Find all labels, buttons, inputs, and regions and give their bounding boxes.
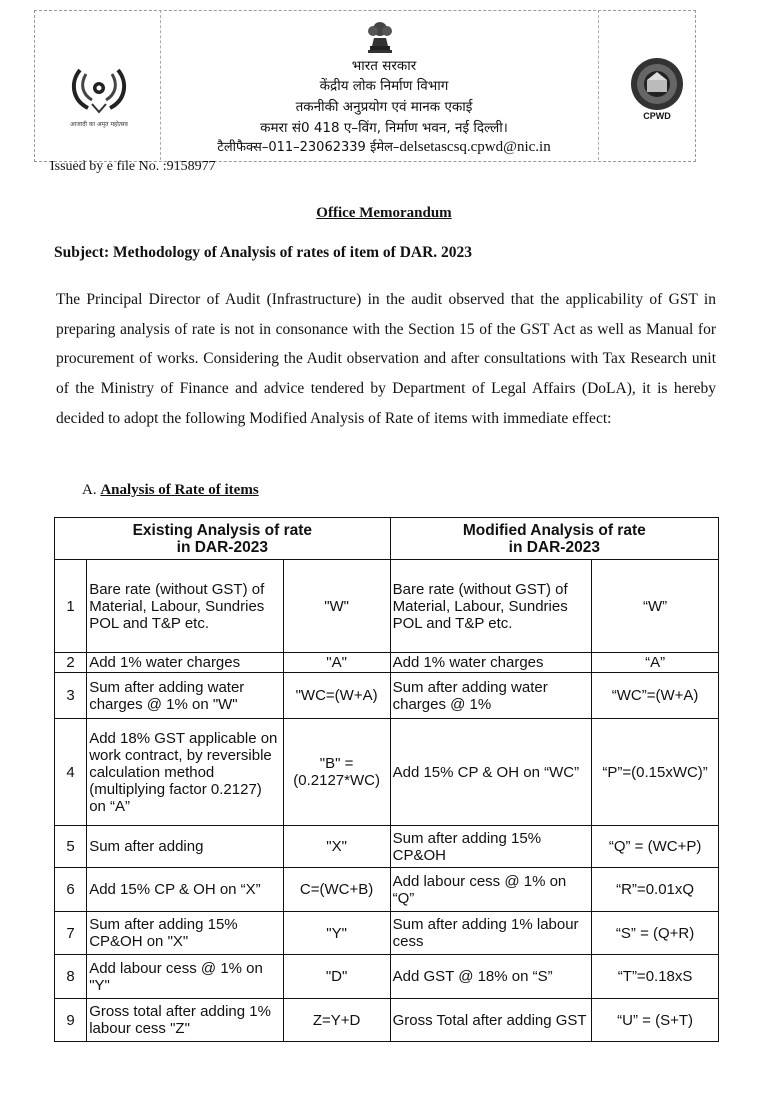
existing-code: "WC=(W+A) <box>283 673 390 719</box>
cpwd-logo-text: CPWD <box>643 111 671 121</box>
left-logo-caption: आजादी का अमृत महोत्सव <box>70 121 128 128</box>
contact-prefix: टैलीफैक्स–011–23062339 ईमेल– <box>217 140 400 155</box>
table-row <box>55 719 719 826</box>
modified-code: “A” <box>592 653 719 673</box>
modified-code: “Q” = (WC+P) <box>592 826 719 868</box>
subject-line: Subject: Methodology of Analysis of rates of item of DAR. 2023 <box>54 244 473 261</box>
table-row <box>55 868 719 912</box>
modified-code: “U” = (S+T) <box>592 999 719 1042</box>
table-row <box>55 653 719 673</box>
existing-code: C=(WC+B) <box>283 868 390 912</box>
section-prefix: A. <box>82 482 97 498</box>
amrit-mahotsav-logo-icon <box>62 60 136 130</box>
table-row <box>55 673 719 719</box>
existing-code: "Y" <box>283 912 390 955</box>
existing-code: "W" <box>283 560 390 653</box>
row-number: 8 <box>55 955 87 999</box>
header-existing-line1: Existing Analysis of rate <box>132 521 313 539</box>
section-heading <box>82 482 259 499</box>
header-line-2: केंद्रीय लोक निर्माण विभाग <box>319 78 449 94</box>
existing-description: Sum after adding <box>87 826 283 868</box>
table-row <box>55 560 719 653</box>
existing-code: "X" <box>283 826 390 868</box>
existing-description: Sum after adding water charges @ 1% on "W" <box>87 673 283 719</box>
memo-title-text: Office Memorandum <box>316 205 452 221</box>
row-number: 1 <box>55 560 87 653</box>
header-modified-line1: Modified Analysis of rate <box>462 521 646 539</box>
header-existing-line2: in DAR-2023 <box>176 538 268 556</box>
modified-code: “W” <box>592 560 719 653</box>
existing-code-line1: "B" = <box>319 755 354 772</box>
modified-description: Gross Total after adding GST <box>390 999 592 1042</box>
existing-code <box>283 719 390 826</box>
table-header-row <box>55 518 719 560</box>
table-row <box>55 826 719 868</box>
file-number: Issued by e file No. :9158977 <box>50 159 216 174</box>
existing-code: Z=Y+D <box>283 999 390 1042</box>
header-line-3: तकनीकी अनुप्रयोग एवं मानक एकाई <box>295 99 473 115</box>
header-existing <box>55 518 391 560</box>
header-line-1: भारत सरकार <box>351 58 417 74</box>
row-number: 4 <box>55 719 87 826</box>
modified-code: “T”=0.18xS <box>592 955 719 999</box>
existing-description: Sum after adding 15% CP&OH on "X" <box>87 912 283 955</box>
row-number: 6 <box>55 868 87 912</box>
existing-description: Add labour cess @ 1% on "Y" <box>87 955 283 999</box>
row-number: 3 <box>55 673 87 719</box>
modified-description: Sum after adding 15% CP&OH <box>390 826 592 868</box>
existing-description: Add 1% water charges <box>87 653 283 673</box>
analysis-rate-table <box>54 517 719 1042</box>
existing-description: Gross total after adding 1% labour cess "Z" <box>87 999 283 1042</box>
table-row <box>55 912 719 955</box>
modified-code: “R”=0.01xQ <box>592 868 719 912</box>
existing-code: "D" <box>283 955 390 999</box>
national-emblem-icon <box>360 16 400 56</box>
modified-description: Sum after adding water charges @ 1% <box>390 673 592 719</box>
modified-description: Add 1% water charges <box>390 653 592 673</box>
modified-description: Add GST @ 18% on “S” <box>390 955 592 999</box>
body-paragraph: The Principal Director of Audit (Infrastructure) in the audit observed that the applicability of GST in preparing analysis of rate is not in consonance with the Section 15 of the GST Act as well as Manual for procurement of works. Considering the Audit observation and after consultations with Tax Research unit of the Ministry of Finance and advice tendered by Department of Legal Affairs (DoLA), it is hereby decided to adopt the following Modified Analysis of Rate of items with immediate effect: <box>56 291 716 427</box>
header-contact <box>0 137 768 156</box>
modified-code: “P”=(0.15xWC)” <box>592 719 719 826</box>
contact-email: delsetascsq.cpwd@nic.in <box>399 139 551 155</box>
header-line-4: कमरा सं0 418 ए–विंग, निर्माण भवन, नई दिल्ली। <box>260 120 508 136</box>
row-number: 9 <box>55 999 87 1042</box>
table-row <box>55 999 719 1042</box>
modified-code: “S” = (Q+R) <box>592 912 719 955</box>
existing-description: Bare rate (without GST) of Material, Labour, Sundries POL and T&P etc. <box>87 560 283 653</box>
existing-code: "A" <box>283 653 390 673</box>
modified-description: Add 15% CP & OH on “WC” <box>390 719 592 826</box>
section-label: Analysis of Rate of items <box>100 482 259 498</box>
memo-title <box>0 205 768 222</box>
existing-code-line2: (0.2127*WC) <box>293 772 380 789</box>
existing-description: Add 18% GST applicable on work contract, by reversible calculation method (multiplying factor 0.2127) on “A” <box>87 719 283 826</box>
modified-description: Sum after adding 1% labour cess <box>390 912 592 955</box>
modified-description: Bare rate (without GST) of Material, Labour, Sundries POL and T&P etc. <box>390 560 592 653</box>
existing-description: Add 15% CP & OH on “X” <box>87 868 283 912</box>
row-number: 5 <box>55 826 87 868</box>
modified-description: Add labour cess @ 1% on “Q” <box>390 868 592 912</box>
row-number: 7 <box>55 912 87 955</box>
table-row <box>55 955 719 999</box>
header-modified-line2: in DAR-2023 <box>508 538 600 556</box>
modified-code: “WC”=(W+A) <box>592 673 719 719</box>
cpwd-logo-icon <box>622 54 692 124</box>
row-number: 2 <box>55 653 87 673</box>
header-modified <box>390 518 718 560</box>
